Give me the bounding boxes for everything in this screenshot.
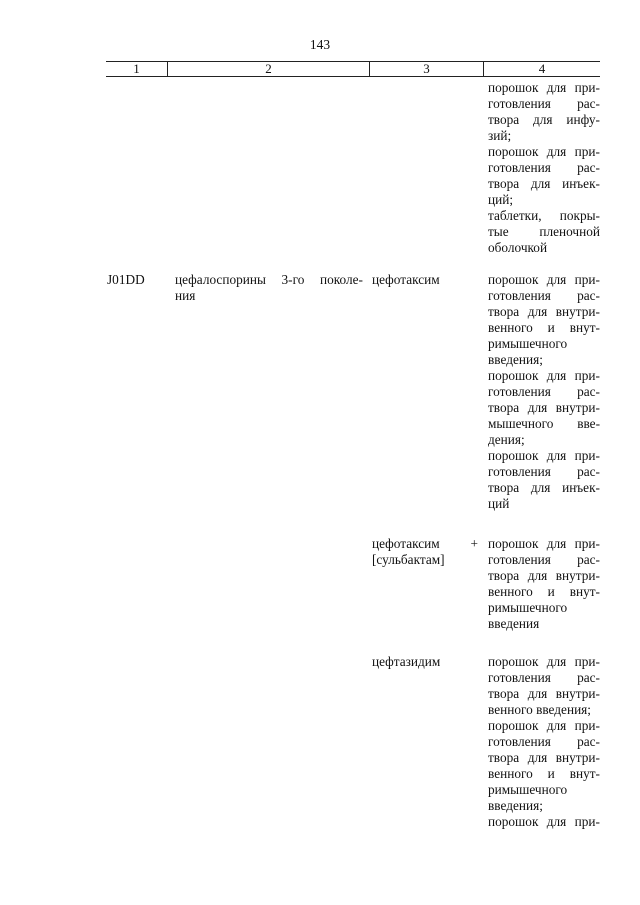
text-line: цефотаксим <box>372 272 440 287</box>
text-line: ций; <box>488 192 514 207</box>
text-line: порошок для при- <box>488 80 600 95</box>
text-line: порошок для при- <box>488 448 600 463</box>
text-line: ций <box>488 496 510 511</box>
text-line: твора для инъек- <box>488 176 600 191</box>
text-line: твора для инфу- <box>488 112 600 127</box>
text-line: венного и внут- <box>488 766 600 781</box>
header-col-1: 1 <box>133 61 140 76</box>
text-line: зий; <box>488 128 512 143</box>
text-line: цефалоспорины 3-го поколе- <box>175 272 363 287</box>
text-line: готовления рас- <box>488 464 600 479</box>
dosage-forms <box>488 654 600 830</box>
text-line: твора для инъек- <box>488 480 600 495</box>
text-line: тые пленочной <box>488 224 600 239</box>
text-line: венного и внут- <box>488 320 600 335</box>
drug-name <box>372 654 478 670</box>
text-line: порошок для при- <box>488 536 600 551</box>
text-line: введения <box>488 616 540 631</box>
table-header <box>106 61 600 77</box>
atc-code: J01DD <box>107 272 145 287</box>
text-line: венного введения; <box>488 702 591 717</box>
text-line: готовления рас- <box>488 670 600 685</box>
text-line: готовления рас- <box>488 734 600 749</box>
text-line: порошок для при- <box>488 144 600 159</box>
text-line: введения; <box>488 352 543 367</box>
text-line: порошок для при- <box>488 654 600 669</box>
text-line: римышечного <box>488 600 568 615</box>
text-line: порошок для при- <box>488 272 600 287</box>
text-line: цефтазидим <box>372 654 441 669</box>
text-line: твора для внутри- <box>488 686 600 701</box>
text-line: порошок для при- <box>488 814 600 829</box>
atc-group-name <box>175 272 363 304</box>
text-line: дения; <box>488 432 525 447</box>
text-line: твора для внутри- <box>488 304 600 319</box>
text-line: введения; <box>488 798 543 813</box>
text-line: римышечного <box>488 782 568 797</box>
text-line: твора для внутри- <box>488 750 600 765</box>
page-number: 143 <box>309 37 331 52</box>
header-col-2: 2 <box>265 61 272 76</box>
text-line: мышечного вве- <box>488 416 600 431</box>
dosage-forms <box>488 272 600 512</box>
text-line: ния <box>175 288 196 303</box>
text-line: готовления рас- <box>488 552 600 567</box>
text-line: [сульбактам] <box>372 552 445 567</box>
text-line: таблетки, покры- <box>488 208 600 223</box>
text-line: римышечного <box>488 336 568 351</box>
text-line: готовления рас- <box>488 96 600 111</box>
header-col-3: 3 <box>423 61 430 76</box>
text-line: порошок для при- <box>488 368 600 383</box>
text-line: готовления рас- <box>488 288 600 303</box>
dosage-forms-continuation <box>488 80 600 256</box>
text-line: твора для внутри- <box>488 400 600 415</box>
dosage-forms <box>488 536 600 632</box>
text-line: готовления рас- <box>488 384 600 399</box>
text-line: венного и внут- <box>488 584 600 599</box>
header-col-4: 4 <box>538 61 546 76</box>
text-line: твора для внутри- <box>488 568 600 583</box>
drug-name <box>372 272 478 288</box>
drug-name <box>372 536 478 568</box>
text-line: цефотаксим + <box>372 536 478 551</box>
text-line: порошок для при- <box>488 718 600 733</box>
text-line: готовления рас- <box>488 160 600 175</box>
text-line: оболочкой <box>488 240 548 255</box>
